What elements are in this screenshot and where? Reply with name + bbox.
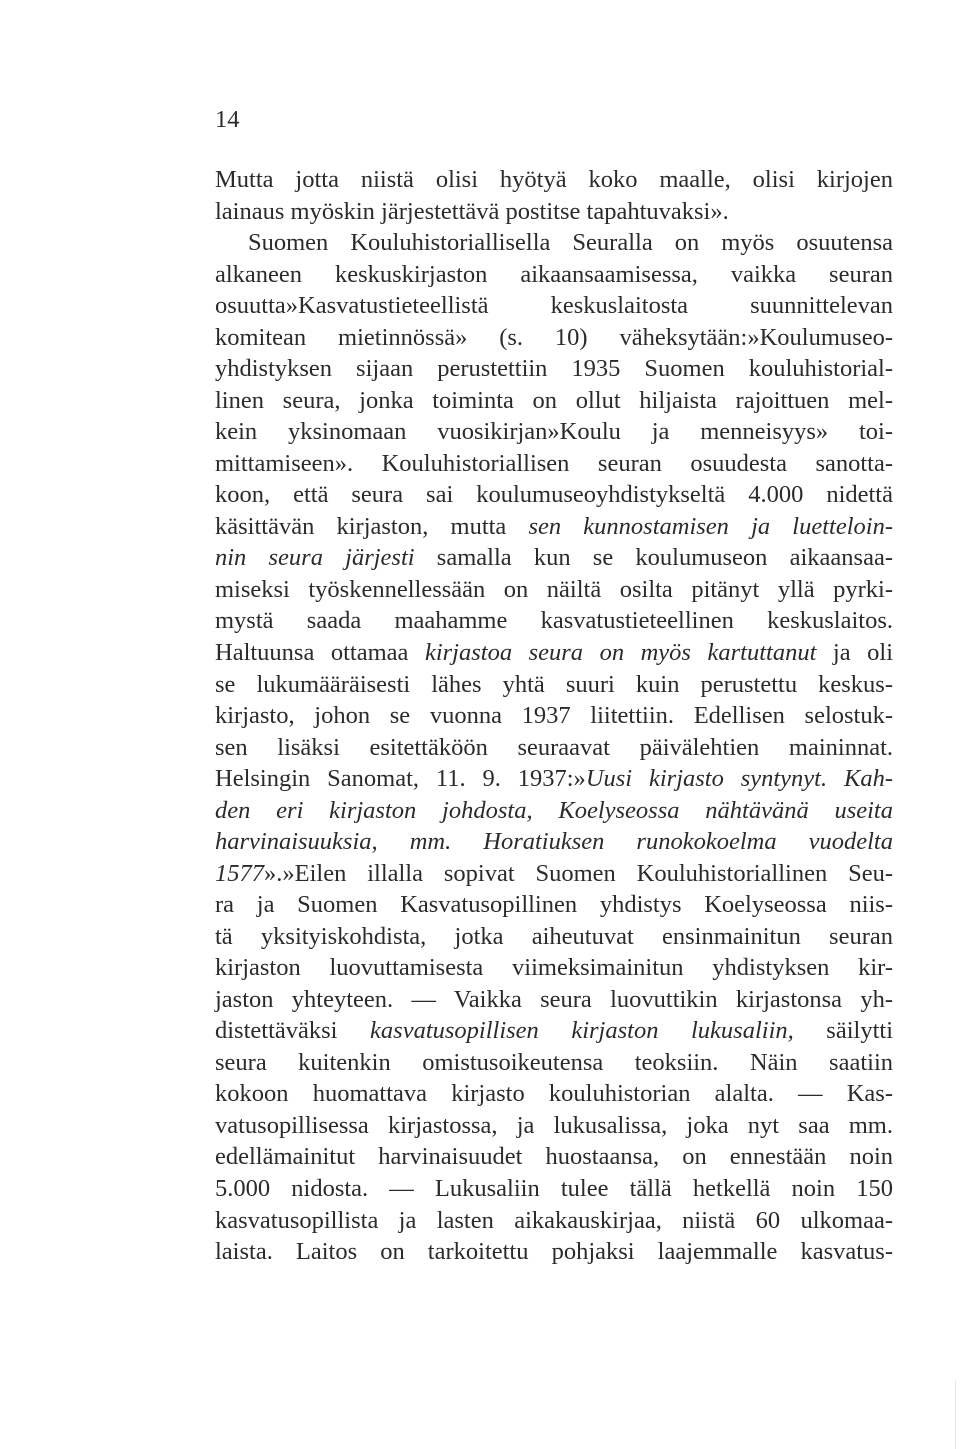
text-line: [215, 1236, 893, 1268]
text-segment: edellämainitut harvinaisuudet huostaansa, on ennestään noin: [215, 1143, 893, 1171]
text-line: [215, 858, 893, 890]
text-segment: Suomen Kouluhistoriallisella Seuralla on myös osuutensa: [248, 229, 893, 257]
text-segment: tä yksityiskohdista, jotka aiheutuvat ensinmainitun seuran: [215, 922, 893, 950]
text-line: [215, 1205, 893, 1237]
text-segment: Haltuunsa ottamaa: [215, 638, 425, 666]
text-segment: Helsingin Sanomat, 11. 9. 1937:»: [215, 765, 586, 793]
text-segment: 5.000 nidosta. — Lukusaliin tulee tällä hetkellä noin 150: [215, 1175, 893, 1202]
text-segment: ja oli: [816, 638, 894, 666]
text-line: [215, 669, 893, 701]
text-line: [215, 763, 893, 795]
text-line: [215, 1078, 893, 1110]
text-segment: vatusopillisessa kirjastossa, ja lukusalissa, joka nyt saa mm.: [215, 1111, 893, 1139]
text-segment: kirjasto, johon se vuonna 1937 liitettiin. Edellisen selostuk-: [215, 702, 893, 730]
italic-text: 1577: [215, 859, 264, 887]
italic-text: den eri kirjaston johdosta, Koelyseossa nähtävänä useita: [215, 796, 893, 824]
text-segment: laista. Laitos on tarkoitettu pohjaksi laajemmalle kasvatus-: [215, 1238, 893, 1266]
page-number: 14: [215, 106, 240, 133]
text-segment: mystä saada maahamme kasvatustieteellinen keskuslaitos.: [215, 607, 893, 635]
text-segment: kasvatusopillista ja lasten aikakauskirjaa, niistä 60 ulkomaa-: [215, 1206, 893, 1234]
text-segment: se lukumääräisesti lähes yhtä suuri kuin perustettu keskus-: [215, 670, 893, 698]
text-line: [215, 732, 893, 764]
text-line: [215, 385, 893, 417]
text-line: [215, 1015, 893, 1047]
italic-text: Uusi kirjasto syntynyt. Kah-: [585, 765, 893, 793]
text-line: [215, 448, 893, 480]
text-segment: miseksi työskennellessään on näiltä osilta pitänyt yllä pyrki-: [215, 575, 893, 603]
text-line: [215, 700, 893, 732]
text-line: [215, 542, 893, 574]
text-line: [215, 164, 893, 196]
text-line: [215, 574, 893, 606]
text-segment: jaston yhteyteen. — Vaikka seura luovuttikin kirjastonsa yh-: [215, 985, 893, 1013]
text-line: [215, 605, 893, 637]
italic-text: kirjastoa seura on myös kartuttanut: [424, 638, 817, 666]
text-line: [215, 1141, 893, 1173]
text-segment: samalla kun se koulumuseon aikaansaa-: [414, 544, 894, 572]
text-segment: sen lisäksi esitettäköön seuraavat päivälehtien maininnat.: [215, 733, 893, 761]
body-text: [215, 164, 893, 1268]
text-segment: lainaus myöskin järjestettävä postitse tapahtuvaksi».: [215, 197, 729, 225]
text-segment: käsittävän kirjaston, mutta: [215, 512, 529, 540]
text-segment: distettäväksi: [215, 1017, 371, 1045]
text-line: [215, 889, 893, 921]
text-line: [215, 1047, 893, 1079]
text-segment: linen seura, jonka toiminta on ollut hiljaista rajoittuen mel-: [215, 386, 893, 414]
text-line: [215, 921, 893, 953]
text-segment: komitean mietinnössä» (s. 10) väheksytään:»Koulumuseo-: [215, 323, 893, 351]
text-segment: kokoon huomattava kirjasto kouluhistorian alalta. — Kas-: [215, 1080, 893, 1108]
scan-edge: [955, 1380, 956, 1449]
text-segment: kirjaston luovuttamisesta viimeksimainitun yhdistyksen kir-: [215, 954, 893, 982]
text-segment: ra ja Suomen Kasvatusopillinen yhdistys Koelyseossa niis-: [215, 891, 893, 919]
italic-text: nin seura järjesti: [215, 544, 415, 572]
italic-text: sen kunnostamisen ja luetteloin-: [528, 512, 893, 540]
text-line: [215, 227, 893, 259]
text-line: [215, 1173, 893, 1205]
text-segment: osuutta»Kasvatustieteellistä keskuslaitosta suunnittelevan: [215, 292, 893, 320]
italic-text: harvinaisuuksia, mm. Horatiuksen runokokoelma vuodelta: [215, 828, 893, 856]
text-line: [215, 637, 893, 669]
text-segment: alkaneen keskuskirjaston aikaansaamisessa, vaikka seuran: [215, 260, 893, 288]
text-line: [215, 259, 893, 291]
text-line: [215, 416, 893, 448]
text-line: [215, 952, 893, 984]
text-segment: koon, että seura sai koulumuseoyhdistykseltä 4.000 nidettä: [215, 481, 893, 509]
text-segment: Mutta jotta niistä olisi hyötyä koko maalle, olisi kirjojen: [215, 166, 893, 193]
text-line: [215, 322, 893, 354]
text-segment: ».»Eilen illalla sopivat Suomen Kouluhistoriallinen Seu-: [264, 859, 893, 887]
text-line: [215, 795, 893, 827]
text-line: [215, 479, 893, 511]
text-line: [215, 826, 893, 858]
text-line: [215, 1110, 893, 1142]
text-line: [215, 290, 893, 322]
text-line: [215, 196, 893, 228]
text-line: [215, 511, 893, 543]
text-line: [215, 353, 893, 385]
text-segment: kein yksinomaan vuosikirjan»Koulu ja menneisyys» toi-: [215, 418, 893, 446]
text-segment: säilytti: [793, 1017, 894, 1045]
text-segment: seura kuitenkin omistusoikeutensa teoksiin. Näin saatiin: [215, 1048, 893, 1076]
italic-text: kasvatusopillisen kirjaston lukusaliin,: [370, 1017, 794, 1045]
text-segment: mittamiseen». Kouluhistoriallisen seuran osuudesta sanotta-: [215, 449, 893, 477]
text-segment: yhdistyksen sijaan perustettiin 1935 Suomen kouluhistorial-: [215, 355, 893, 383]
text-line: [215, 984, 893, 1016]
